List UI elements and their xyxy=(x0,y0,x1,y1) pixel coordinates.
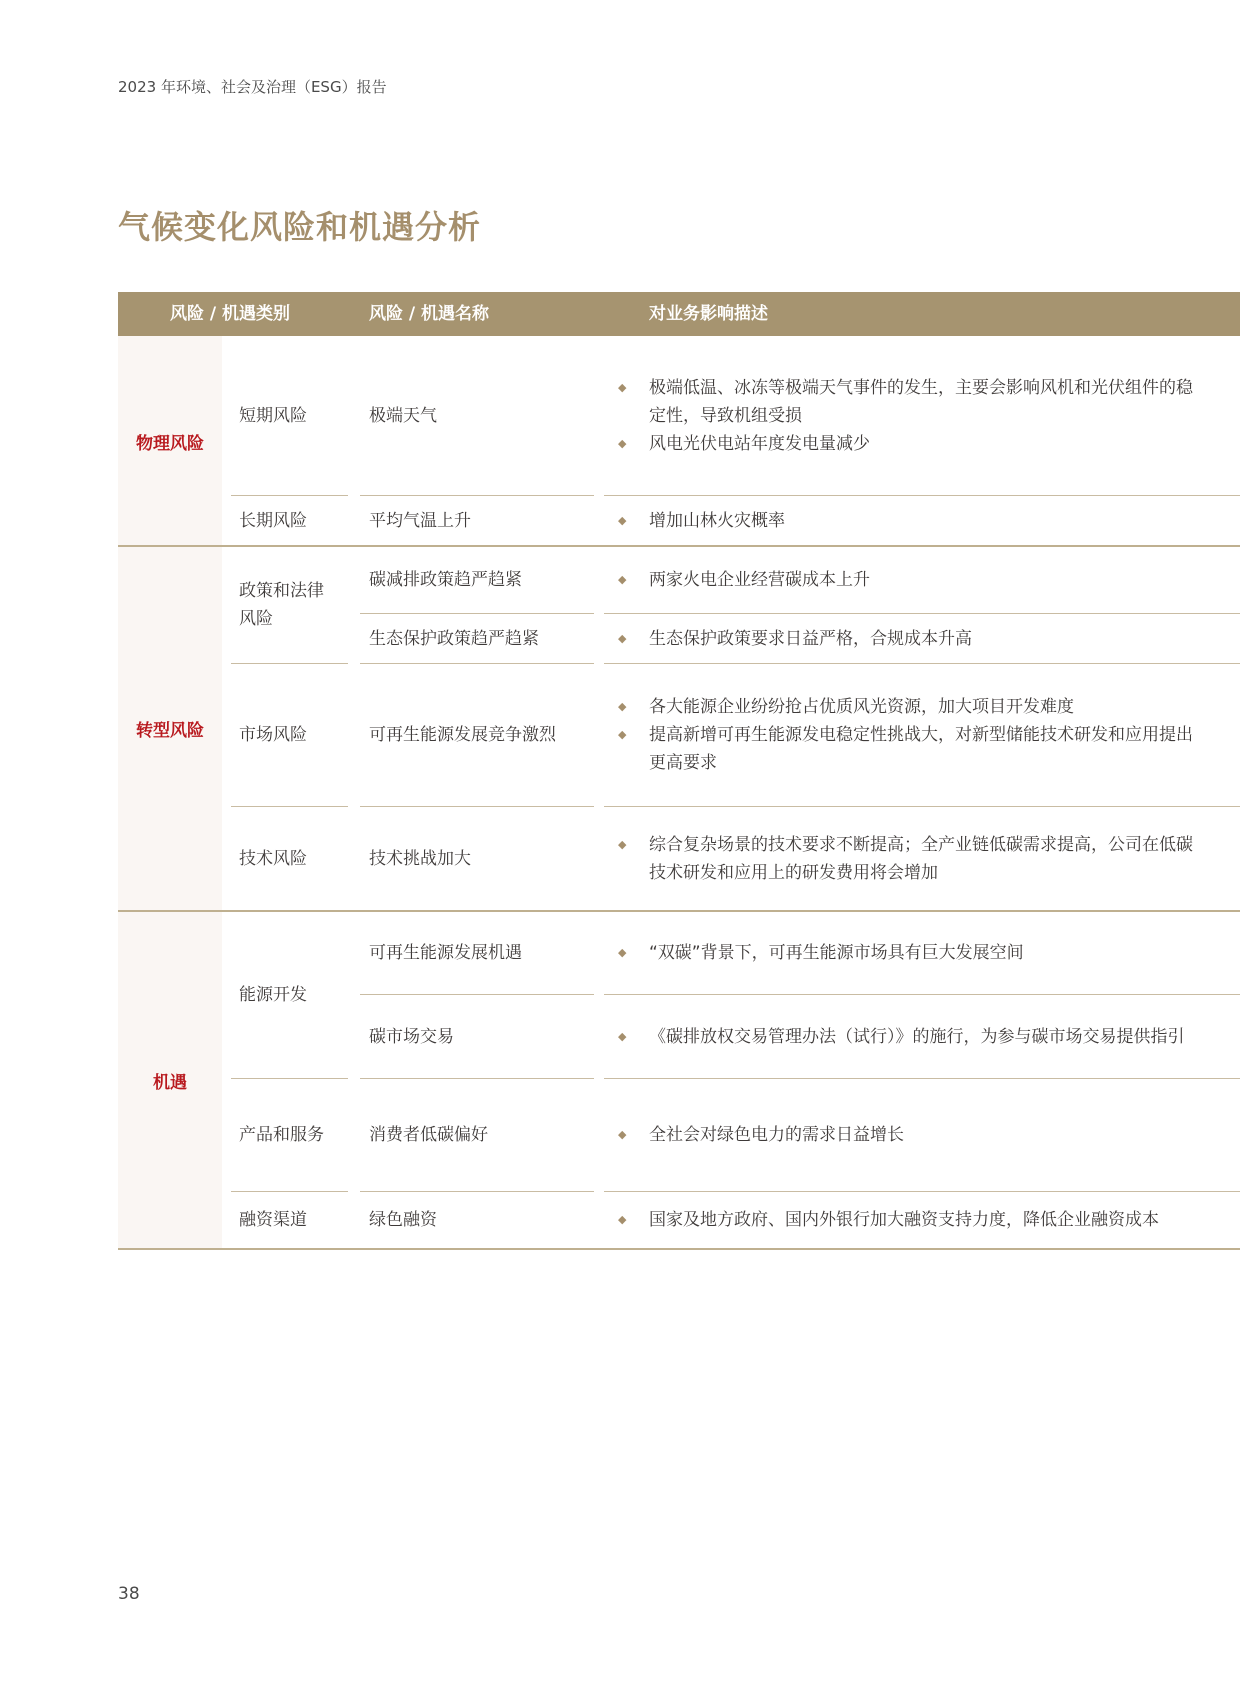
group-opportunity xyxy=(118,911,222,1250)
diamond-bullet-icon: ◆ xyxy=(618,1029,627,1043)
group-label: 物理风险 xyxy=(136,433,204,454)
opportunity-name: 碳市场交易 xyxy=(369,1026,454,1047)
risk-name: 平均气温上升 xyxy=(369,510,471,531)
diamond-bullet-icon: ◆ xyxy=(618,700,627,713)
table-header xyxy=(118,292,1240,336)
risk-name: 可再生能源发展竞争激烈 xyxy=(369,725,556,745)
bullet-item: ◆ 国家及地方政府、国内外银行加大融资支持力度，降低企业融资成本 xyxy=(618,1206,1159,1234)
bullet-item: ◆ 增加山林火灾概率 xyxy=(618,507,785,535)
bullet-item: ◆ 综合复杂场景的技术要求不断提高；全产业链低碳需求提高，公司在低碳技术研发和应用上的研发费用将会增加 xyxy=(618,831,1208,887)
bullet-item: ◆ 《碳排放权交易管理办法（试行）》的施行，为参与碳市场交易提供指引 xyxy=(618,1023,1185,1051)
bullet-item: ◆ 生态保护政策要求日益严格，合规成本升高 xyxy=(618,625,972,653)
risk-subcategory: 长期风险 xyxy=(239,510,307,531)
diamond-bullet-icon: ◆ xyxy=(618,513,627,527)
impact-description xyxy=(618,614,1208,663)
bullet-item: ◆ 两家火电企业经营碳成本上升 xyxy=(618,566,870,594)
opportunity-subcategory: 融资渠道 xyxy=(239,1210,307,1230)
risk-subcategory: 短期风险 xyxy=(239,405,307,426)
impact-description xyxy=(618,1079,1208,1191)
opportunity-name: 绿色融资 xyxy=(369,1210,437,1230)
diamond-bullet-icon: ◆ xyxy=(618,728,627,741)
diamond-bullet-icon: ◆ xyxy=(618,1128,627,1141)
risk-name: 极端天气 xyxy=(369,405,437,426)
bullet-item: ◆ 风电光伏电站年度发电量减少 xyxy=(618,430,870,458)
impact-description xyxy=(618,336,1208,495)
diamond-bullet-icon: ◆ xyxy=(618,573,627,586)
risk-subcategory: 技术风险 xyxy=(239,848,307,869)
impact-description xyxy=(618,547,1208,613)
group-label: 机遇 xyxy=(153,1073,187,1093)
header-category: 风险 / 机遇类别 xyxy=(170,304,291,324)
risk-name: 生态保护政策趋严趋紧 xyxy=(369,628,539,649)
risk-subcategory: 市场风险 xyxy=(239,725,307,745)
page-title: 气候变化风险和机遇分析 xyxy=(118,208,482,246)
bullet-item: ◆ 各大能源企业纷纷抢占优质风光资源，加大项目开发难度 xyxy=(618,693,1074,721)
report-header: 2023 年环境、社会及治理（ESG）报告 xyxy=(118,78,387,96)
diamond-bullet-icon: ◆ xyxy=(618,380,627,394)
risk-name: 碳减排政策趋严趋紧 xyxy=(369,570,522,590)
diamond-bullet-icon: ◆ xyxy=(618,946,627,959)
opportunity-name: 消费者低碳偏好 xyxy=(369,1125,488,1145)
impact-description xyxy=(618,995,1208,1078)
bullet-item: ◆ 极端低温、冰冻等极端天气事件的发生，主要会影响风机和光伏组件的稳定性，导致机组受损 xyxy=(618,374,1208,430)
header-name: 风险 / 机遇名称 xyxy=(369,304,490,324)
header-description: 对业务影响描述 xyxy=(649,304,768,324)
diamond-bullet-icon: ◆ xyxy=(618,436,627,450)
bullet-item: ◆ 提高新增可再生能源发电稳定性挑战大，对新型储能技术研发和应用提出更高要求 xyxy=(618,721,1208,777)
diamond-bullet-icon: ◆ xyxy=(618,1213,627,1226)
bullet-item: ◆ “双碳”背景下，可再生能源市场具有巨大发展空间 xyxy=(618,939,1024,967)
risk-subcategory: 政策和法律风险 xyxy=(239,581,324,629)
risk-opportunity-table xyxy=(118,292,1240,1314)
opportunity-subcategory: 能源开发 xyxy=(239,985,307,1005)
risk-name: 技术挑战加大 xyxy=(369,848,471,869)
impact-description xyxy=(618,496,1208,545)
opportunity-subcategory: 产品和服务 xyxy=(239,1125,324,1145)
opportunity-name: 可再生能源发展机遇 xyxy=(369,943,522,963)
bullet-item: ◆ 全社会对绿色电力的需求日益增长 xyxy=(618,1121,904,1149)
table-bottom-border xyxy=(118,1248,1240,1250)
group-label: 转型风险 xyxy=(136,721,204,741)
diamond-bullet-icon: ◆ xyxy=(618,837,627,851)
impact-description xyxy=(618,807,1208,910)
impact-description xyxy=(618,1192,1208,1248)
group-transition-risk xyxy=(118,546,222,911)
diamond-bullet-icon: ◆ xyxy=(618,631,627,645)
group-physical-risk xyxy=(118,336,222,546)
page-number: 38 xyxy=(118,1584,140,1604)
impact-description xyxy=(618,664,1208,806)
impact-description xyxy=(618,912,1208,994)
